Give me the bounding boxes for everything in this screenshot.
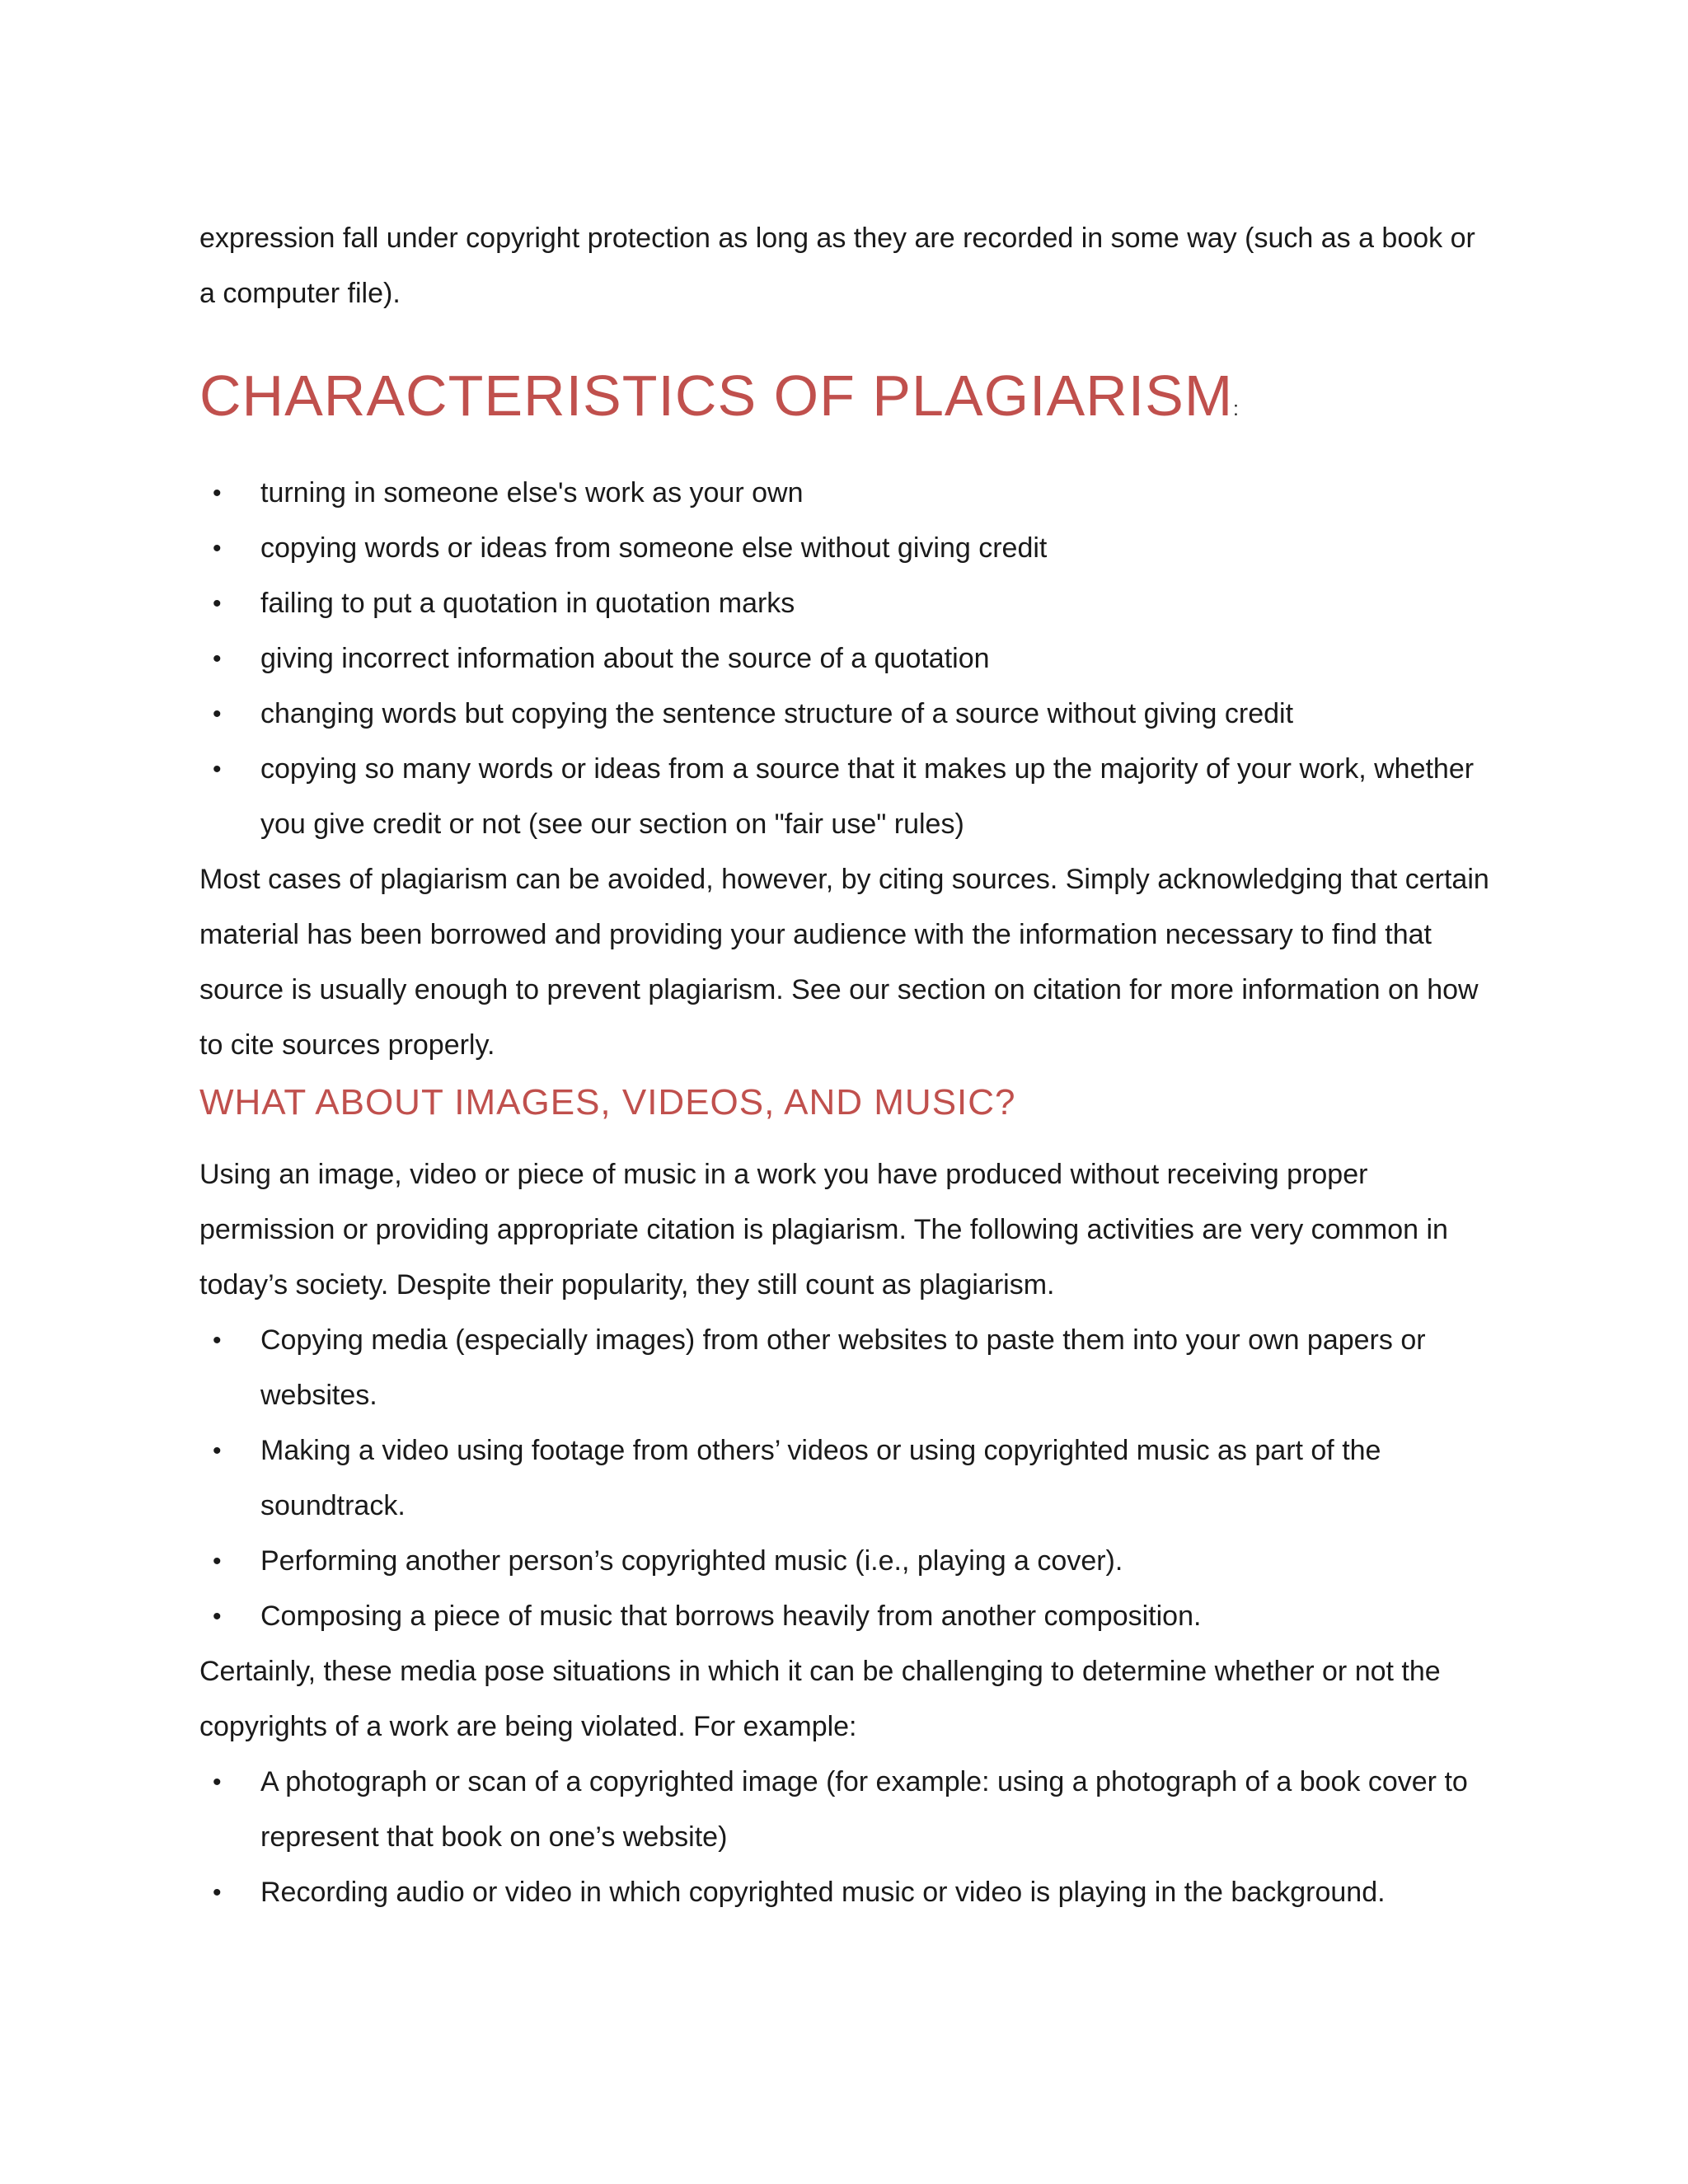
bullet-icon: • [213,1603,222,1630]
copyright-challenge-paragraph: Certainly, these media pose situations in which it can be challenging to determine whether or not the copyrights of a work are being violated. For example: [199,1656,1441,1742]
list-item-text: Recording audio or video in which copyrighted music or video is playing in the background. [260,1877,1386,1908]
bullet-icon: • [213,1548,222,1575]
bullet-icon: • [213,701,222,728]
list-item [199,742,1493,852]
list-item-text: Composing a piece of music that borrows heavily from another composition. [260,1601,1202,1632]
list-item [199,576,1493,631]
list-item [199,631,1493,687]
copyright-example-list [199,1755,1493,1920]
intro-paragraph: expression fall under copyright protection as long as they are recorded in some way (such as a book or a computer file). [199,223,1475,309]
bullet-icon: • [213,1327,222,1354]
list-item [199,466,1493,521]
list-item [199,1755,1493,1865]
bullet-icon: • [213,1437,222,1465]
document-content [199,211,1493,1920]
bullet-icon: • [213,645,222,673]
heading-title: CHARACTERISTICS OF PLAGIARISM [199,363,1234,428]
bullet-icon: • [213,480,222,507]
heading-colon: : [1233,398,1240,420]
list-item [199,1423,1493,1534]
bullet-icon: • [213,590,222,617]
list-item [199,1865,1493,1920]
list-item-text: copying words or ideas from someone else without giving credit [260,532,1048,564]
bullet-icon: • [213,535,222,562]
list-item-text: Making a video using footage from others’ videos or using copyrighted music as part of the soundtrack. [260,1435,1381,1521]
citing-sources-paragraph: Most cases of plagiarism can be avoided, however, by citing sources. Simply acknowledging that certain material has been borrowed and providing your audience with the information necessary to find that source is usually enough to prevent plagiarism. See our section on citation for more information on how to cite sources properly. [199,864,1489,1061]
bullet-icon: • [213,1879,222,1906]
list-item-text: failing to put a quotation in quotation marks [260,588,795,619]
list-item [199,521,1493,576]
list-item [199,1589,1493,1644]
list-item-text: A photograph or scan of a copyrighted image (for example: using a photograph of a book cover to represent that book on one’s website) [260,1766,1468,1853]
list-item-text: turning in someone else's work as your own [260,477,804,509]
list-item-text: copying so many words or ideas from a source that it makes up the majority of your work, whether you give credit or not (see our section on "fair use" rules) [260,753,1475,840]
list-item [199,687,1493,742]
list-item-text: giving incorrect information about the source of a quotation [260,643,990,674]
list-item-text: Performing another person’s copyrighted music (i.e., playing a cover). [260,1545,1123,1577]
plagiarism-characteristics-list [199,466,1493,852]
bullet-icon: • [213,756,222,783]
list-item-text: Copying media (especially images) from other websites to paste them into your own papers or websites. [260,1324,1426,1411]
bullet-icon: • [213,1769,222,1796]
list-item [199,1313,1493,1423]
heading-characteristics-of-plagiarism [199,356,1493,449]
media-plagiarism-paragraph: Using an image, video or piece of music in a work you have produced without receiving proper permission or providing appropriate citation is plagiarism. The following activities are very common in today’s society. Despite their popularity, they still count as plagiarism. [199,1159,1448,1301]
list-item-text: changing words but copying the sentence structure of a source without giving credit [260,698,1294,729]
media-plagiarism-list [199,1313,1493,1644]
heading-images-videos-music: WHAT ABOUT IMAGES, VIDEOS, AND MUSIC? [199,1082,1016,1122]
list-item [199,1534,1493,1589]
